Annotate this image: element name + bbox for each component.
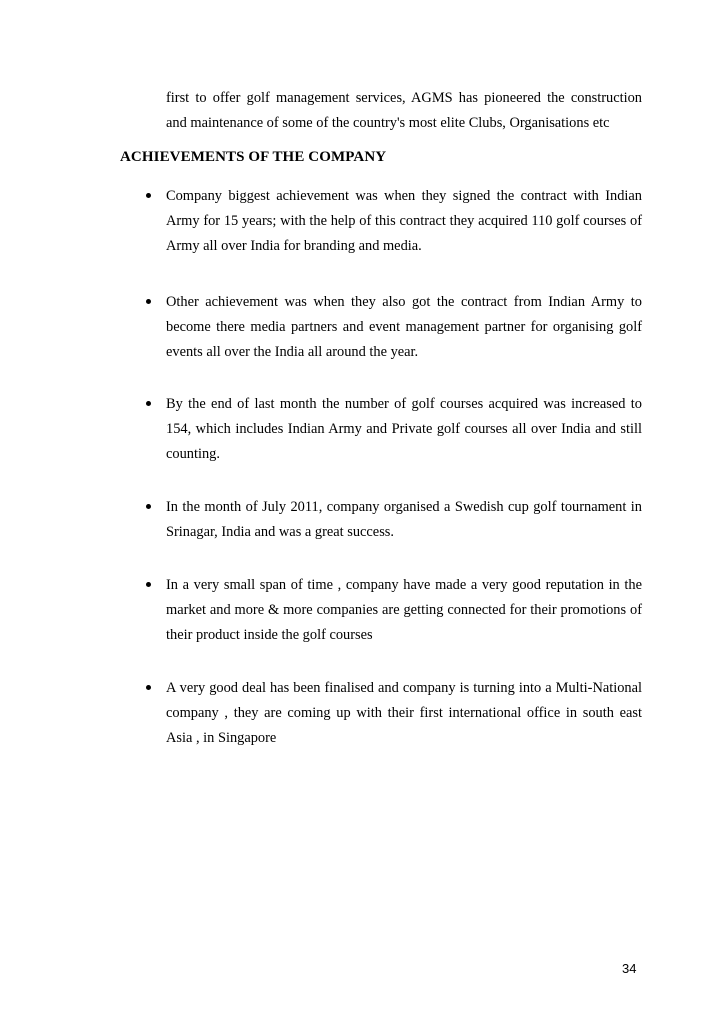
bullet-icon: [146, 401, 151, 406]
list-item-text: A very good deal has been finalised and company is turning into a Multi-National company , they are coming up with their first international office in south east Asia , in Singapore: [166, 680, 642, 746]
intro-line: and maintenance of some of the country's most elite Clubs, Organisations etc: [166, 115, 610, 131]
bullet-icon: [146, 685, 151, 690]
list-item-text: In a very small span of time , company have made a very good reputation in the market and more & more companies are getting connected for their promotions of their product inside the golf courses: [166, 577, 642, 643]
list-item-text: In the month of July 2011, company organised a Swedish cup golf tournament in Srinagar, India and was a great success.: [166, 499, 642, 540]
section-heading: ACHIEVEMENTS OF THE COMPANY: [120, 149, 387, 165]
bullet-icon: [146, 582, 151, 587]
intro-paragraph: [166, 86, 642, 136]
list-item-text: Company biggest achievement was when they signed the contract with Indian Army for 15 years; with the help of this contract they acquired 110 golf courses of Army all over India for branding and media.: [166, 188, 642, 254]
list-item-text: Other achievement was when they also got the contract from Indian Army to become there media partners and event management partner for organising golf events all over the India all around the year.: [166, 294, 642, 360]
bullet-icon: [146, 193, 151, 198]
list-item-text: By the end of last month the number of golf courses acquired was increased to 154, which includes Indian Army and Private golf courses all over India and still counting.: [166, 396, 642, 462]
page-number: 34: [622, 961, 637, 976]
intro-line: first to offer golf management services, AGMS has pioneered the construction: [166, 90, 642, 106]
bullet-icon: [146, 504, 151, 509]
bullet-icon: [146, 299, 151, 304]
